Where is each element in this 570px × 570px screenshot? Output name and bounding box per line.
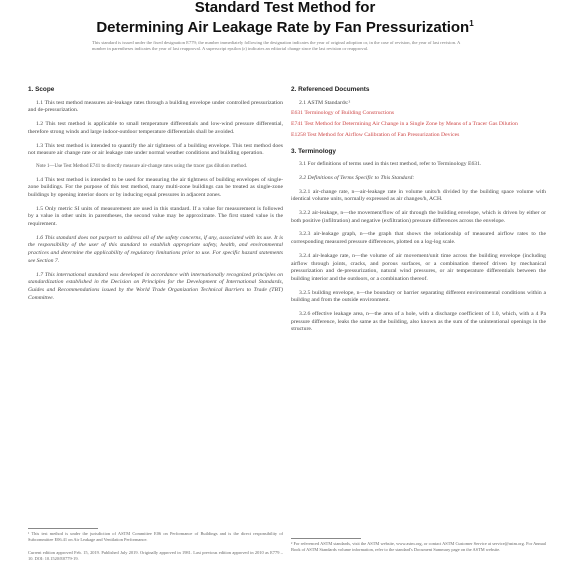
- standard-designation-note: This standard is issued under the fixed designation E779; the number immediately following the designation indicates the year of original adoption or, in the case of revision, the year of last revision. A number in parentheses indicates the year of last reapproval. A superscript epsilon (ε) indicates an editorial change since the last revision or reapproval.: [92, 40, 461, 52]
- document-title: [0, 0, 570, 36]
- right-column: [291, 86, 546, 340]
- note-1: Note 1—Use Test Method E741 to directly measure air-change rates using the tracer gas dilution method.: [36, 163, 248, 169]
- section-3-2-4: 3.2.4 air-leakage rate, n—the volume of air movement/unit time across the building envelope (including airflow through joints, cracks, and porous surfaces, or a combination thereof driven by mechanical pressurization and de-pressurization, natural wind pressures, or air temperature differentials between the building interior and the outdoors, or a combination thereof.: [291, 252, 546, 282]
- referenced-documents-heading: 2. Referenced Documents: [291, 86, 370, 93]
- left-column: [28, 86, 283, 308]
- section-3-2-1: 3.2.1 air-change rate, n—air-leakage rate in volume units/h divided by the building space volume with identical volume units, normally expressed as air changes/h, ACH.: [291, 188, 546, 203]
- reference-e1258[interactable]: E1258 Test Method for Airflow Calibration of Fan Pressurization Devices: [291, 131, 460, 138]
- title-footnote-mark: 1: [469, 19, 474, 28]
- footnote-rule-left: [28, 528, 98, 529]
- section-3-2-3: 3.2.3 air-leakage graph, n—the graph that shows the relationship of measured airflow rates to the corresponding measured pressure differences, plotted on a log-log scale.: [291, 231, 546, 246]
- section-2-1: 2.1 ASTM Standards:²: [299, 99, 351, 106]
- section-1-6: 1.6 This standard does not purport to address all of the safety concerns, if any, associated with its use. It is the responsibility of the user of this standard to establish appropriate safety, health, and environmental practices and determine the applicability of regulatory limitations prior to use. For specific hazard statements see Section 7.: [28, 234, 283, 264]
- footnote-rule-right: [291, 538, 361, 539]
- section-3-2-5: 3.2.5 building envelope, n—the boundary or barrier separating different environmental conditions within a building and from the outside environment.: [291, 289, 546, 304]
- footnote-1: ¹ This test method is under the jurisdiction of ASTM Committee E06 on Performance of Buildings and is the direct responsibility of Subcommittee E06.41 on Air Leakage and Ventilation Performance.: [28, 531, 283, 542]
- section-1-1: 1.1 This test method measures air-leakage rates through a building envelope under controlled pressurization and de-pressurization.: [28, 99, 283, 114]
- reference-e631[interactable]: E631 Terminology of Building Constructions: [291, 110, 395, 117]
- title-line-2: [0, 16, 570, 36]
- title-text: Determining Air Leakage Rate by Fan Pressurization: [96, 19, 470, 36]
- section-1-4: 1.4 This test method is intended to be used for measuring the air tightness of building envelopes of single-zone buildings. For the purpose of this test method, many multi-zone buildings can be treated as single-zone buildings by opening interior doors or by inducing equal pressures in adjacent zones.: [28, 176, 283, 198]
- section-3-1: 3.1 For definitions of terms used in this test method, refer to Terminology E631.: [299, 161, 482, 168]
- section-1-2: 1.2 This test method is applicable to small temperature differentials and low-wind pressure differential, therefore strong winds and large indoor-outdoor temperature differentials shall be avoided.: [28, 121, 283, 135]
- section-1-5: 1.5 Only metric SI units of measurement are used in this standard. If a value for measurement is followed by a value in other units in parentheses, the second value may be approximate. The first stated value is the requirement.: [28, 205, 283, 228]
- reference-e741[interactable]: E741 Test Method for Determining Air Change in a Single Zone by Means of a Tracer Gas Dilution: [291, 121, 518, 128]
- section-3-2-2: 3.2.2 air-leakage, n—the movement/flow of air through the building envelope, which is driven by either or both positive (infiltration) and negative (exfiltration) pressure differences across the envelope.: [291, 210, 546, 224]
- section-3-2-6: 3.2.6 effective leakage area, n—the area of a hole, with a discharge coefficient of 1.0, which, with a 4 Pa pressure difference, leaks the same as the building, also known as the sum of the unintentional openings in the structure.: [291, 311, 546, 333]
- section-1-7: 1.7 This international standard was developed in accordance with internationally recognized principles on standardization established in the Decision on Principles for the Development of International Standards, Guides and Recommendations issued by the World Trade Organization Technical Barriers to Trade (TBT) Committee.: [28, 271, 283, 301]
- section-3-2: 3.2 Definitions of Terms Specific to This Standard:: [299, 174, 415, 181]
- scope-heading: 1. Scope: [28, 86, 55, 93]
- footnote-2: ² For referenced ASTM standards, visit the ASTM website, www.astm.org, or contact ASTM Customer Service at service@astm.org. For Annual Book of ASTM Standards volume information, refer to the standard's Document Summary page on the ASTM website.: [291, 541, 546, 552]
- terminology-heading: 3. Terminology: [291, 147, 336, 155]
- section-1-3: 1.3 This test method is intended to quantify the air tightness of a building envelope. This test method does not measure air change rate or air leakage rate under normal weather conditions and building operation.: [28, 142, 283, 157]
- footnote-edition: Current edition approved Feb. 15, 2019. Published July 2019. Originally approved in 1981. Last previous edition approved in 2010 as E779 – 10. DOI: 10.1520/E0779-19.: [28, 550, 283, 561]
- title-line-1: Standard Test Method for: [194, 0, 376, 16]
